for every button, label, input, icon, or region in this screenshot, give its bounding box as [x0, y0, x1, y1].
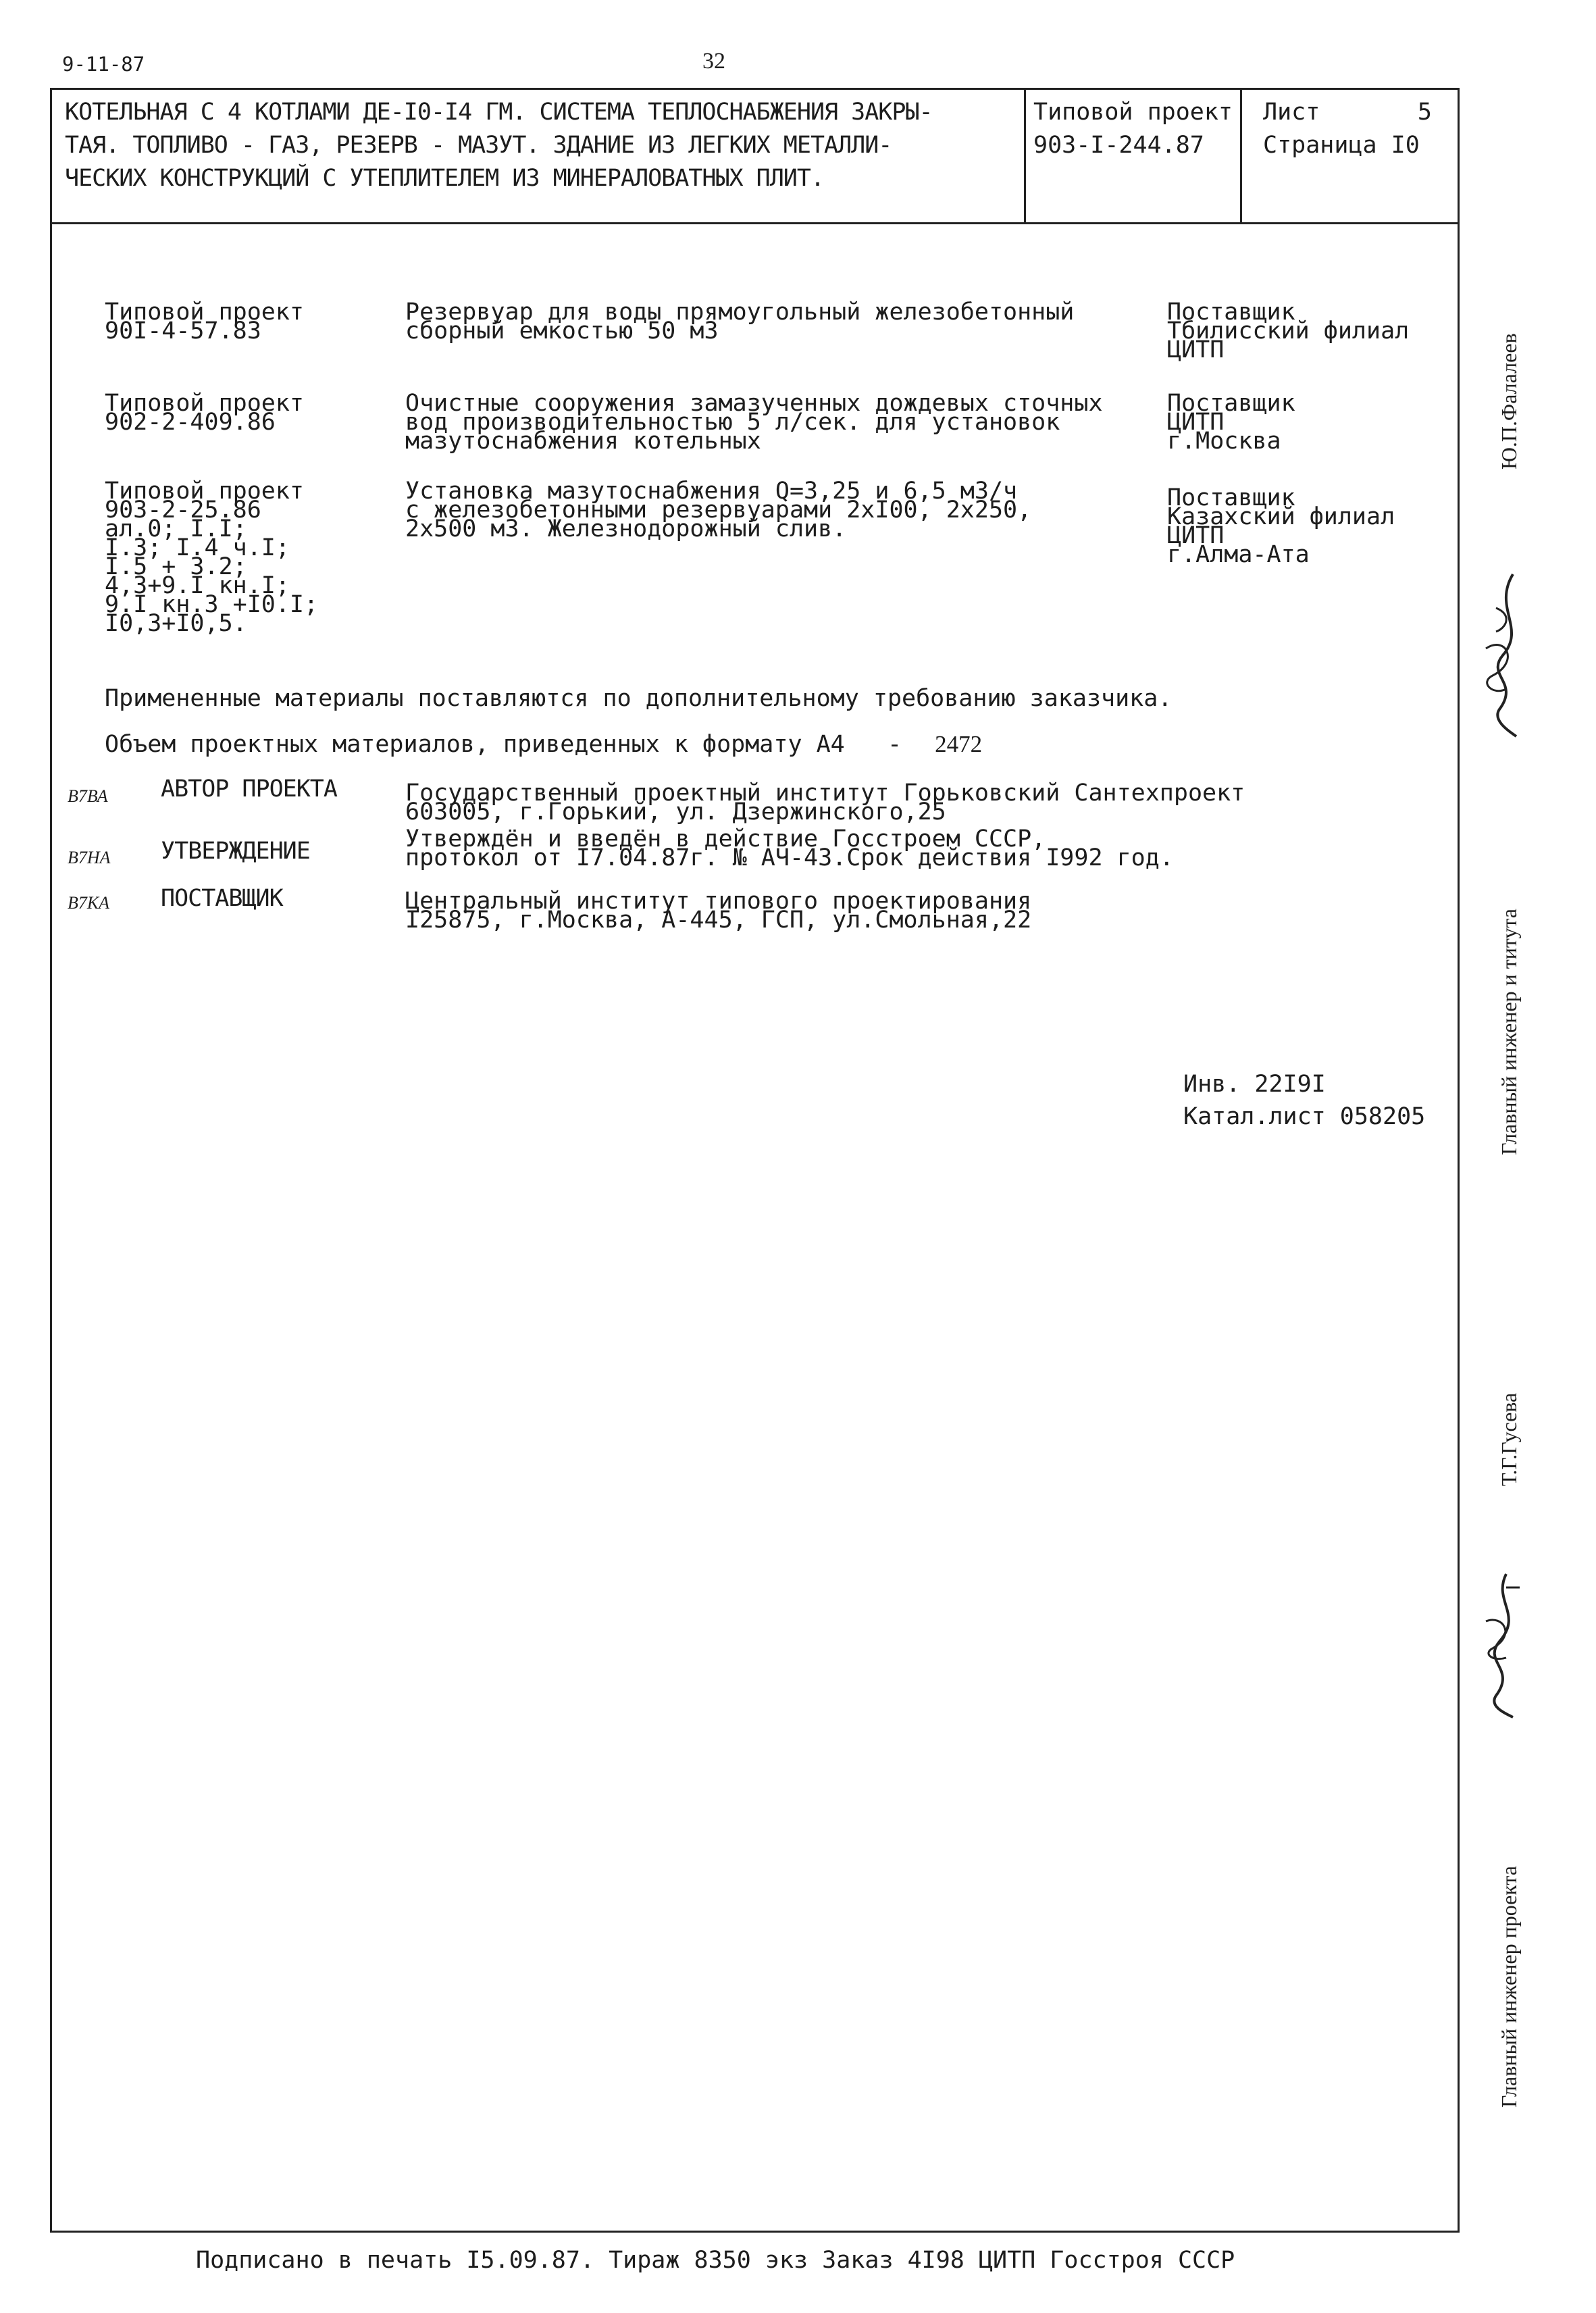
- entry-code: Типовой проект 90I-4-57.83: [105, 299, 305, 345]
- role-text: Утверждён и введён в действие Госстроем СССР, протокол от I7.04.87г. № АЧ-43.Срок действия I992 год.: [405, 825, 1174, 871]
- header-divider: [50, 222, 1460, 224]
- role-code: В7НА: [68, 848, 111, 867]
- entry-code: Типовой проект 903-2-25.86 ал.0; I.I; I.3; I.4 ч.I; I.5 + 3.2; 4,3+9.I кн.I; 9.I кн.3 +I0.I; I0,3+I0,5.: [105, 478, 319, 637]
- sheet-value: 5: [1417, 99, 1432, 126]
- entry-supplier: Поставщик Казахский филиал ЦИТП г.Алма-Ата: [1167, 484, 1395, 568]
- header-title: [65, 96, 1017, 195]
- materials-note: Примененные материалы поставляются по дополнительному требованию заказчика.: [105, 685, 1173, 712]
- page-number: 32: [702, 49, 725, 74]
- signer-title-1: Главный инженер и титута: [1497, 909, 1521, 1155]
- volume-value: 2472: [935, 731, 983, 757]
- project-cell: [1033, 96, 1233, 162]
- entry-supplier: Поставщик Тбилисский филиал ЦИТП: [1167, 299, 1410, 363]
- header-divider-1: [1024, 88, 1026, 222]
- page-value: I0: [1391, 132, 1420, 159]
- entry-description: Резервуар для воды прямоугольный железобетонный сборный емкостью 50 м3: [405, 299, 1075, 345]
- role-label: УТВЕРЖДЕНИЕ: [161, 838, 310, 865]
- document-code: 9-11-87: [62, 53, 145, 76]
- entry-description: Очистные сооружения замазученных дождевых сточных вод производительностью 5 л/сек. для установок мазутоснабжения котельных: [405, 390, 1103, 455]
- project-number: 903-I-244.87: [1033, 132, 1204, 159]
- header-divider-2: [1240, 88, 1242, 222]
- footer-print-info: Подписано в печать I5.09.87. Тираж 8350 экз Заказ 4I98 ЦИТП Госстроя СССР: [196, 2247, 1235, 2274]
- signer-name-2: Т.Г.Гусева: [1497, 1392, 1521, 1486]
- entry-code: Типовой проект 902-2-409.86: [105, 390, 305, 436]
- volume-text: Объем проектных материалов, приведенных к формату А4 -: [105, 731, 902, 758]
- signature-1: [1466, 567, 1547, 743]
- catalog-sheet: Катал.лист 058205: [1183, 1103, 1426, 1130]
- title-line: ТАЯ. ТОПЛИВО - ГАЗ, РЕЗЕРВ - МАЗУТ. ЗДАНИЕ ИЗ ЛЕГКИХ МЕТАЛЛИ-: [65, 132, 892, 159]
- volume-note: [105, 731, 982, 758]
- project-label: Типовой проект: [1033, 99, 1233, 126]
- page-label: Страница: [1263, 132, 1377, 159]
- sheet-label: Лист: [1263, 99, 1320, 126]
- signature-2: [1466, 1567, 1547, 1723]
- role-code: В7ВА: [68, 786, 108, 806]
- title-line: КОТЕЛЬНАЯ С 4 КОТЛАМИ ДЕ-I0-I4 ГМ. СИСТЕМА ТЕПЛОСНАБЖЕНИЯ ЗАКРЫ-: [65, 99, 933, 126]
- role-text: Государственный проектный институт Горьковский Сантехпроект 603005, г.Горький, ул. Дзержинского,25: [405, 780, 1245, 825]
- entry-supplier: Поставщик ЦИТП г.Москва: [1167, 390, 1295, 455]
- title-line: ЧЕСКИХ КОНСТРУКЦИЙ С УТЕПЛИТЕЛЕМ ИЗ МИНЕРАЛОВАТНЫХ ПЛИТ.: [65, 165, 825, 192]
- role-label: АВТОР ПРОЕКТА: [161, 776, 337, 803]
- role-text: Центральный институт типового проектирования I25875, г.Москва, А-445, ГСП, ул.Смольная,22: [405, 888, 1032, 934]
- role-code: В7КА: [68, 893, 110, 913]
- role-label: ПОСТАВЩИК: [161, 885, 283, 912]
- entry-description: Установка мазутоснабжения Q=3,25 и 6,5 м3/ч с железобетонными резервуарами 2xI00, 2x250, 2x500 м3. Железнодорожный слив.: [405, 478, 1032, 542]
- inventory-number: Инв. 22I9I: [1183, 1071, 1326, 1098]
- sheet-cell: [1263, 96, 1445, 162]
- signer-title-2: Главный инженер проекта: [1497, 1865, 1521, 2108]
- signer-name-1: Ю.П.Фалалеев: [1497, 333, 1521, 469]
